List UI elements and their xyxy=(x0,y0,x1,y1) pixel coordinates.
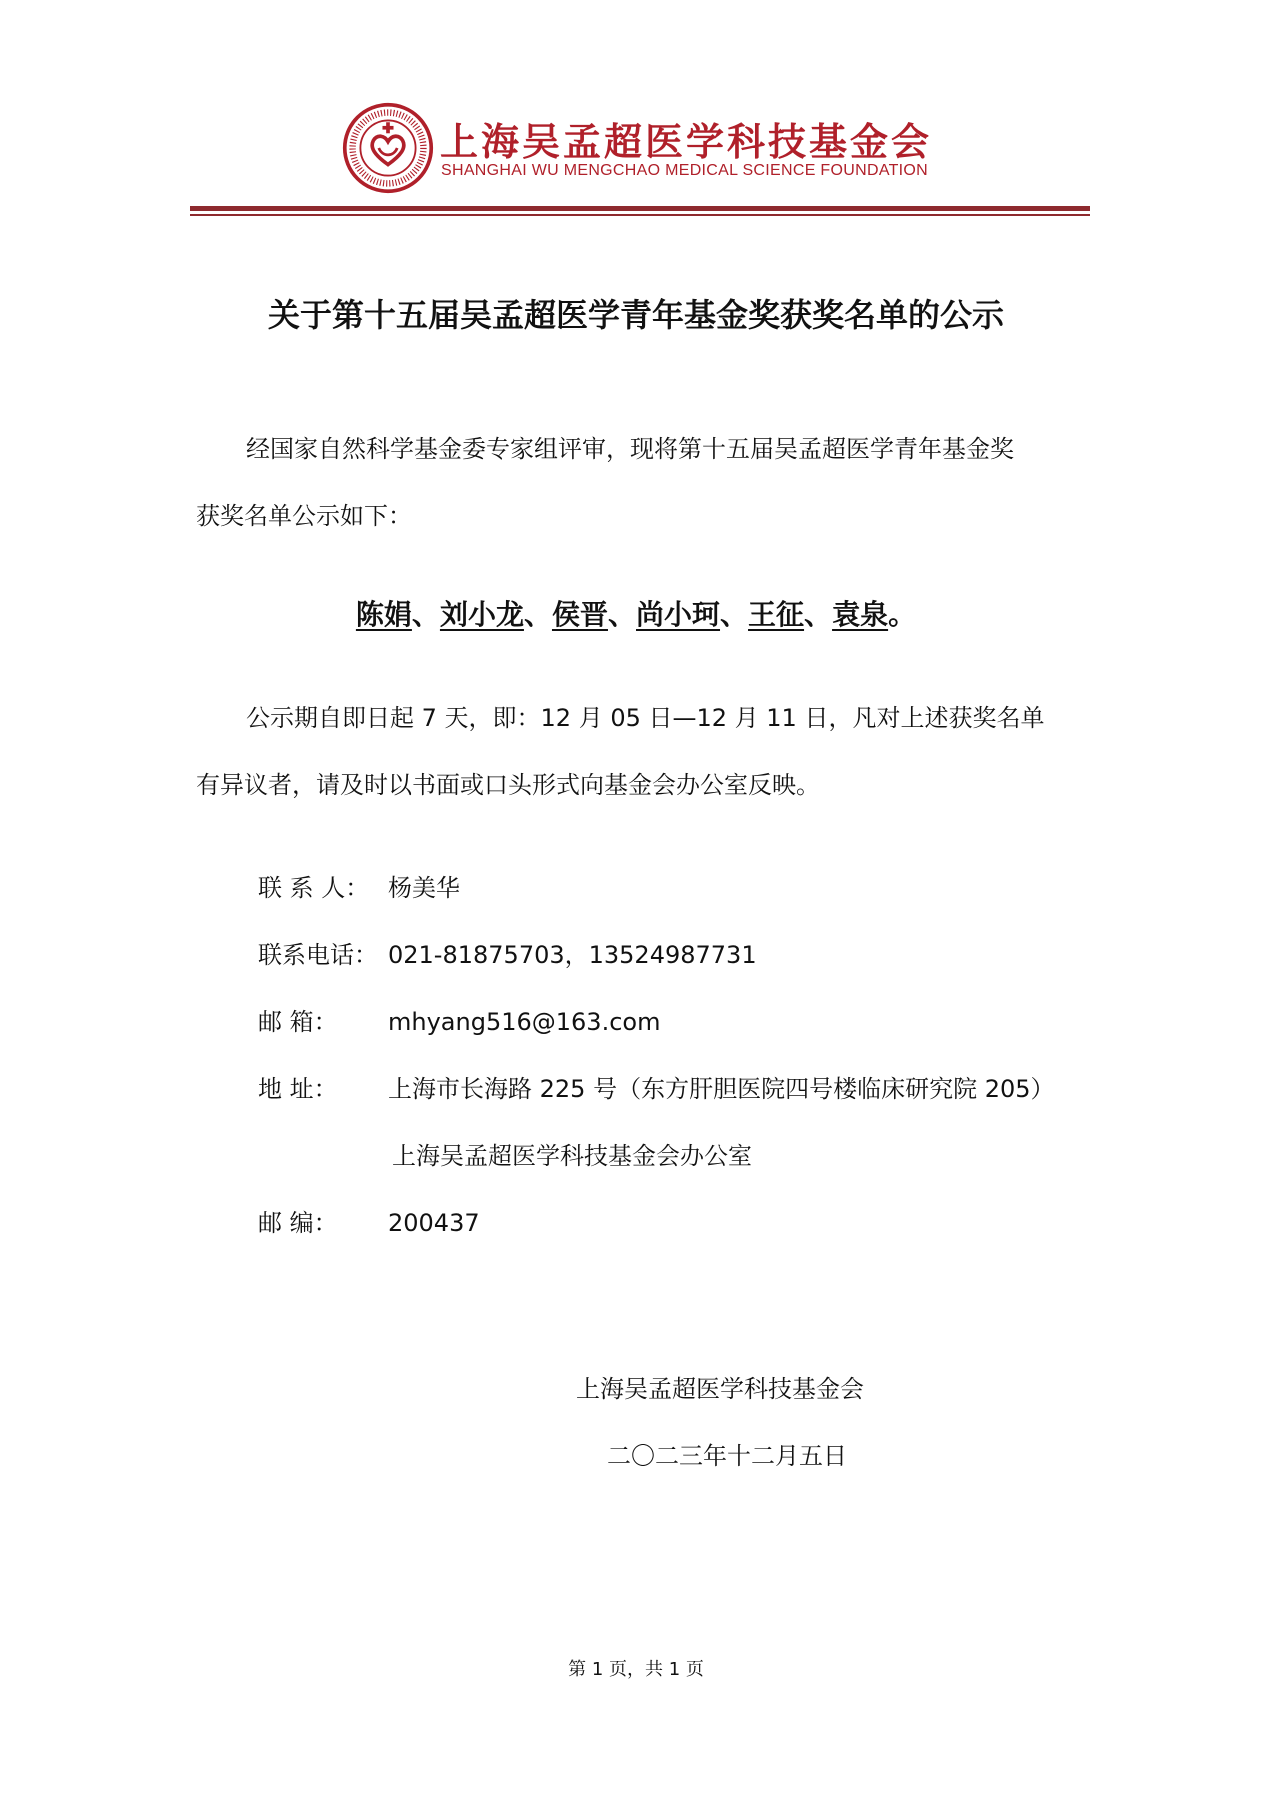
winner-separator: 、 xyxy=(720,598,749,631)
winner-separator: 、 xyxy=(411,598,440,631)
intro-line-2: 获奖名单公示如下： xyxy=(196,502,412,530)
contact-address-value-2: 上海吴孟超医学科技基金会办公室 xyxy=(392,1142,752,1170)
org-name-english: SHANGHAI WU MENGCHAO MEDICAL SCIENCE FOUNDATION xyxy=(441,162,929,179)
contact-address-row-2 xyxy=(392,1136,752,1171)
contact-postcode-value: 200437 xyxy=(388,1209,480,1237)
winner-name: 袁泉 xyxy=(832,598,889,631)
contact-phone-value: 021-81875703，13524987731 xyxy=(388,941,757,969)
contact-address-row xyxy=(258,1069,1055,1104)
objection-line-2: 有异议者，请及时以书面或口头形式向基金会办公室反映。 xyxy=(196,771,820,799)
contact-postcode-row xyxy=(258,1203,480,1238)
intro-paragraph xyxy=(196,416,1096,550)
winner-name: 刘小龙 xyxy=(439,598,524,631)
objection-line-1: 公示期自即日起 7 天，即：12 月 05 日—12 月 11 日，凡对上述获奖名单 xyxy=(246,704,1045,732)
winner-name: 陈娟 xyxy=(355,598,412,631)
page-number: 第 1 页，共 1 页 xyxy=(568,1659,704,1680)
winner-name: 侯晋 xyxy=(551,598,608,631)
document-title: 关于第十五届吴孟超医学青年基金奖获奖名单的公示 xyxy=(267,296,1004,334)
contact-email-value: mhyang516@163.com xyxy=(388,1008,661,1036)
letterhead xyxy=(190,94,1090,226)
contact-phone-row xyxy=(258,935,757,970)
intro-line-1: 经国家自然科学基金委专家组评审，现将第十五届吴孟超医学青年基金奖 xyxy=(246,435,1014,463)
signature-date: 二〇二三年十二月五日 xyxy=(607,1442,847,1470)
contact-phone-label: 联系电话： xyxy=(258,941,378,969)
contact-address-label: 地 址： xyxy=(258,1075,338,1103)
contact-email-row xyxy=(258,1002,660,1037)
contact-person-label: 联 系 人： xyxy=(258,874,370,902)
winner-name: 王征 xyxy=(748,598,805,631)
foundation-seal-logo xyxy=(342,102,434,194)
winner-separator: 、 xyxy=(804,598,833,631)
winner-name: 尚小珂 xyxy=(636,598,721,631)
objection-paragraph xyxy=(196,685,1096,819)
contact-person-row xyxy=(258,868,460,903)
contact-person-value: 杨美华 xyxy=(388,874,460,902)
winners-end-mark: 。 xyxy=(888,598,917,631)
org-name-chinese: 上海吴孟超医学科技基金会 xyxy=(440,120,933,164)
winner-separator: 、 xyxy=(607,598,636,631)
winner-separator: 、 xyxy=(523,598,552,631)
winners-list xyxy=(0,593,1272,633)
contact-email-label: 邮 箱： xyxy=(258,1008,338,1036)
contact-address-value: 上海市长海路 225 号（东方肝胆医院四号楼临床研究院 205） xyxy=(388,1075,1055,1103)
contact-postcode-label: 邮 编： xyxy=(258,1209,338,1237)
signature-organization: 上海吴孟超医学科技基金会 xyxy=(576,1375,864,1403)
letterhead-rule-thick xyxy=(190,206,1090,211)
letterhead-rule-thin xyxy=(190,214,1090,216)
